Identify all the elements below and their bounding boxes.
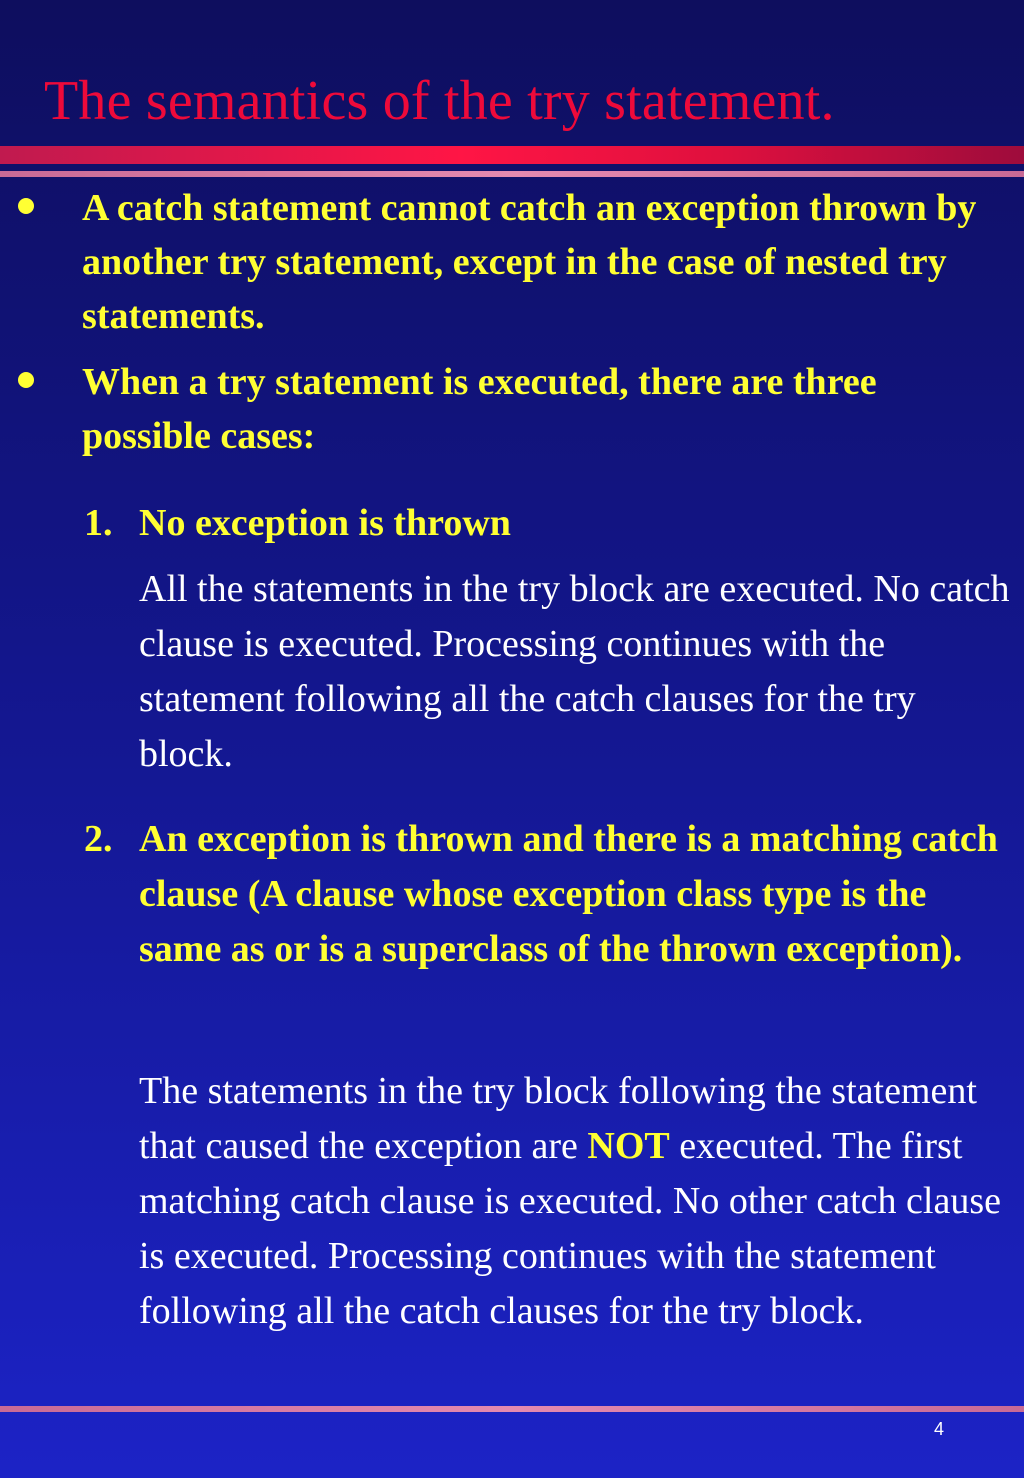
title-rule: [0, 146, 1024, 164]
case-heading: No exception is thrown: [139, 502, 511, 544]
emphasis-not: NOT: [587, 1125, 670, 1167]
page-number: 4: [933, 1419, 944, 1439]
case-body-text: executed. The first matching catch clause is executed. No other catch clause is executed. Processing continues with the statement following all the catch clauses for the try block.: [139, 1125, 1001, 1332]
bullet-text: When a try statement is executed, there are three possible cases:: [82, 361, 877, 457]
title-rule-thin: [0, 171, 1024, 177]
case-body: [139, 1064, 1019, 1339]
case-body: All the statements in the try block are executed. No catch clause is executed. Processing continues with the statement following all the catch clauses for the try block.: [139, 568, 1010, 775]
bullet-dot-icon: [18, 372, 34, 388]
case-number: 2.: [84, 818, 113, 860]
bullet-dot-icon: [18, 198, 34, 214]
case-body-text: The statements in the try block following the statement that caused the exception are: [139, 1070, 977, 1167]
slide-title: The semantics of the try statement.: [44, 70, 835, 132]
bullet-text: A catch statement cannot catch an exception thrown by another try statement, except in the case of nested try statements.: [82, 187, 977, 337]
case-heading: An exception is thrown and there is a matching catch clause (A clause whose exception class type is the same as or is a superclass of the thrown exception).: [139, 818, 998, 970]
footer-rule: [0, 1406, 1024, 1412]
case-number: 1.: [84, 502, 113, 544]
